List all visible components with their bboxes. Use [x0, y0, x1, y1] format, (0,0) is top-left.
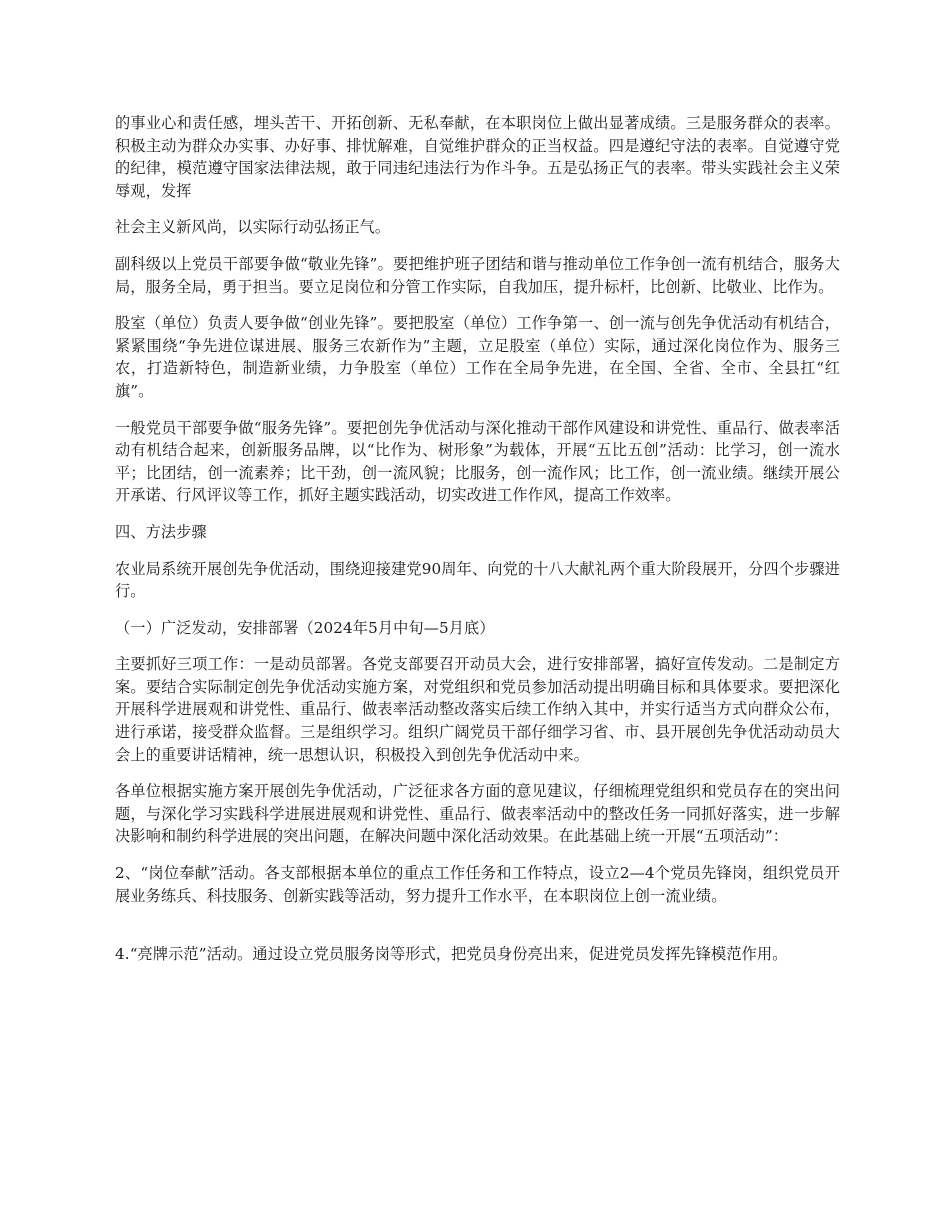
document-body	[115, 112, 840, 980]
paragraph-five-activities-intro: 各单位根据实施方案开展创先争优活动，广泛征求各方面的意见建议，仔细梳理党组织和党员存在的突出问题，与深化学习实践科学进展进展观和讲党性、重品行、做表率活动中的整改任务一同抓好落实，进一步解决影响和制约科学进展的突出问题，在解决问题中深化活动效果。在此基础上统一开展“五项活动”：	[115, 782, 840, 846]
paragraph-role-model-standards: 的事业心和责任感，埋头苦干、开拓创新、无私奉献，在本职岗位上做出显著成绩。三是服务群众的表率。积极主动为群众办实事、办好事、排忧解难，自觉维护群众的正当权益。四是遵纪守法的表率。自觉遵守党的纪律，模范遵守国家法律法规，敢于同违纪违法行为作斗争。五是弘扬正气的表率。带头实践社会主义荣辱观，发挥	[115, 114, 840, 200]
paragraph-three-tasks: 主要抓好三项工作：一是动员部署。各党支部要召开动员大会，进行安排部署，搞好宣传发动。二是制定方案。要结合实际制定创先争优活动实施方案，对党组织和党员参加活动提出明确目标和具体要求。要把深化开展科学进展观和讲党性、重品行、做表率活动整改落实后续工作纳入其中，并实行适当方式向群众公布，进行承诺，接受群众监督。三是组织学习。组织广阔党员干部仔细学习省、市、县开展创先争优活动动员大会上的重要讲话精神，统一思想认识，积极投入到创先争优活动中来。	[115, 655, 840, 764]
paragraph-dedication-pioneer: 副科级以上党员干部要争做“敬业先锋”。要把维护班子团结和谐与推动单位工作争创一流有机结合，服务大局，服务全局，勇于担当。要立足岗位和分管工作实际，自我加压，提升标杆，比创新、比敬业、比作为。	[115, 254, 840, 296]
subheading-step-one: （一）广泛发动，安排部署（2024年5月中旬—5月底）	[115, 618, 495, 637]
paragraph-post-dedication-activity: 2、“岗位奉献”活动。各支部根据本单位的重点工作任务和工作特点，设立2—4个党员先锋岗，组织党员开展业务练兵、科技服务、创新实践等活动，努力提升工作水平，在本职岗位上创一流业绩。	[115, 864, 840, 905]
paragraph-badge-demonstration-activity: 4.“亮牌示范”活动。通过设立党员服务岗等形式，把党员身份亮出来，促进党员发挥先锋模范作用。	[115, 945, 788, 964]
paragraph-four-steps-intro: 农业局系统开展创先争优活动，围绕迎接建党90周年、向党的十八大献礼两个重大阶段展开，分四个步骤进行。	[115, 559, 840, 601]
section-heading-methods-steps: 四、方法步骤	[115, 522, 207, 541]
paragraph-new-customs: 社会主义新风尚，以实际行动弘扬正气。	[115, 218, 391, 237]
paragraph-entrepreneurship-pioneer: 股室（单位）负责人要争做“创业先锋”。要把股室（单位）工作争第一、创一流与创先争优活动有机结合，紧紧围绕“争先进位谋进展、服务三农新作为”主题，立足股室（单位）实际，通过深化岗位作为、服务三农，打造新特色，制造新业绩，力争股室（单位）工作在全局争先进，在全国、全省、全市、全县扛“红旗”。	[115, 314, 840, 400]
paragraph-service-pioneer: 一般党员干部要争做“服务先锋”。要把创先争优活动与深化推动干部作风建设和讲党性、重品行、做表率活动有机结合起来，创新服务品牌，以“比作为、树形象”为载体，开展“五比五创”活动：比学习，创一流水平；比团结，创一流素养；比干劲，创一流风貌；比服务，创一流作风；比工作，创一流业绩。继续开展公开承诺、行风评议等工作，抓好主题实践活动，切实改进工作作风，提高工作效率。	[115, 418, 840, 505]
